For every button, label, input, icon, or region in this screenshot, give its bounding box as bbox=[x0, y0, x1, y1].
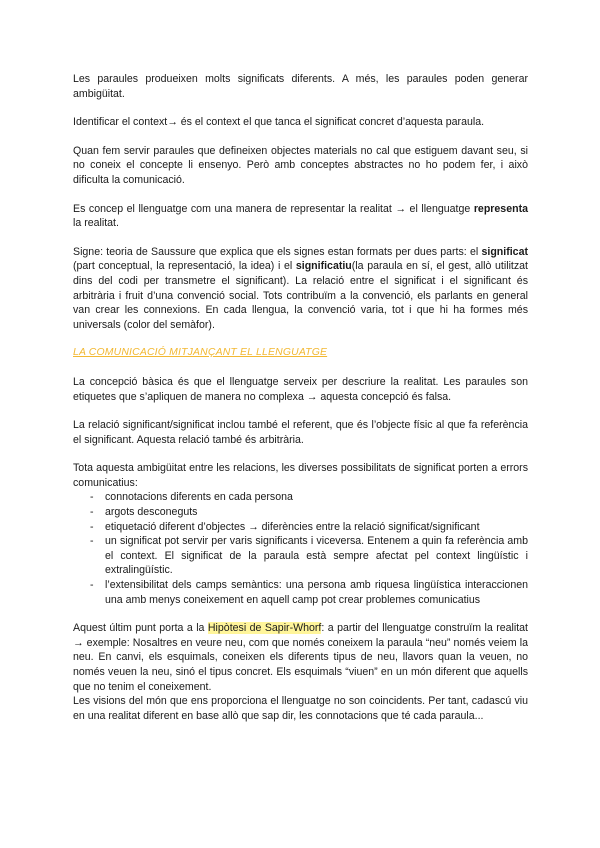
paragraph-world-visions: Les visions del món que ens proporciona el llenguatge no son coincidents. Per tant, cadascú viu en una realitat diferent en base allò que sap dir, les connotacions que té cada paraula... bbox=[73, 695, 528, 722]
paragraph-sapir-whorf bbox=[73, 621, 528, 694]
list-item: - connotacions diferents en cada persona bbox=[73, 490, 528, 505]
text-span: (part conceptual, la representació, la idea) i el bbox=[73, 260, 296, 273]
bold-term-representa: representa bbox=[473, 202, 528, 215]
text-span: la realitat. bbox=[73, 217, 119, 230]
text-span: : a partir del llenguatge construïm la realitat → exemple: Nosaltres en veure neu, com que només coneixem la paraula “neu” només veiem la neu. En canvi, els esquimals, coneixen els diferents tipus de neu, llavors quan la veuen, no només veuen la neu, sinó el tipus concret. Els esquimals “viuen” en un món diferent que aquells que no tenim el coneixement. bbox=[73, 622, 528, 693]
paragraph-context: Identificar el context→ és el context el que tanca el significat concret d’aquesta paraula. bbox=[73, 116, 485, 129]
paragraph-saussure-sign bbox=[73, 245, 528, 333]
text-span: Signe: teoria de Saussure que explica que els signes estan formats per dues parts: el bbox=[73, 245, 482, 258]
paragraph-material-objects: Quan fem servir paraules que defineixen objectes materials no cal que estiguem davant seu, si no coneix el concepte li ensenyo. Però amb conceptes abstractes no ho podem fer, i això dificulta la comunicació. bbox=[73, 144, 528, 186]
paragraph-language-representation bbox=[73, 202, 528, 231]
text-span: (la paraula en sí, el gest, allò utilitzat dins del codi per transmetre el significant). La relació entre el significat i el significant és arbitrària i fruit d’una convenció social. Tots contribuïm a la convenció, els parlants en general van crear les connexions. En cada llengua, la convenció varia, tot i que hi ha formes més universals (color del semàfor). bbox=[73, 260, 529, 331]
paragraph-errors-intro: Tota aquesta ambigüitat entre les relacions, les diverses possibilitats de significat porten a errors comunicatius: bbox=[73, 462, 528, 489]
highlighted-term: Hipòtesi de Sapir-Whorf bbox=[207, 622, 322, 635]
list-item: - un significat pot servir per varis significants i viceversa. Entenem a quin fa referència amb el context. El significat de la paraula està sempre afectat pel context lingüístic i extralingüístic. bbox=[73, 534, 528, 578]
paragraph-referent: La relació significant/significat inclou també el referent, que és l’objecte físic al que fa referència el significant. Aquesta relació també és arbitrària. bbox=[73, 419, 528, 446]
bold-term-significatiu: significatiu bbox=[295, 260, 352, 273]
paragraph-ambiguity: Les paraules produeixen molts significats diferents. A més, les paraules poden generar ambigüitat. bbox=[73, 73, 528, 100]
text-span: Aquest últim punt porta a la bbox=[73, 622, 208, 635]
list-item: - l’extensibilitat dels camps semàntics: una persona amb riquesa lingüística interaccionen una amb menys coneixement en aquell camp pot crear problemes comunicatius bbox=[73, 578, 528, 607]
list-item: - etiquetació diferent d’objectes → diferències entre la relació significat/significant bbox=[73, 520, 528, 535]
bold-term-significat: significat bbox=[481, 245, 528, 258]
paragraph-basic-conception: La concepció bàsica és que el llenguatge serveix per descriure la realitat. Les paraules son etiquetes que s’apliquen de manera no complexa → aquesta concepció és falsa. bbox=[73, 375, 528, 403]
list-item: - argots desconeguts bbox=[73, 505, 528, 520]
errors-list bbox=[73, 490, 528, 607]
text-span: Es concep el llenguatge com una manera de representar la realitat → el llenguatge bbox=[73, 202, 474, 215]
section-heading: LA COMUNICACIÓ MITJANÇANT EL LLENGUATGE bbox=[73, 347, 328, 359]
